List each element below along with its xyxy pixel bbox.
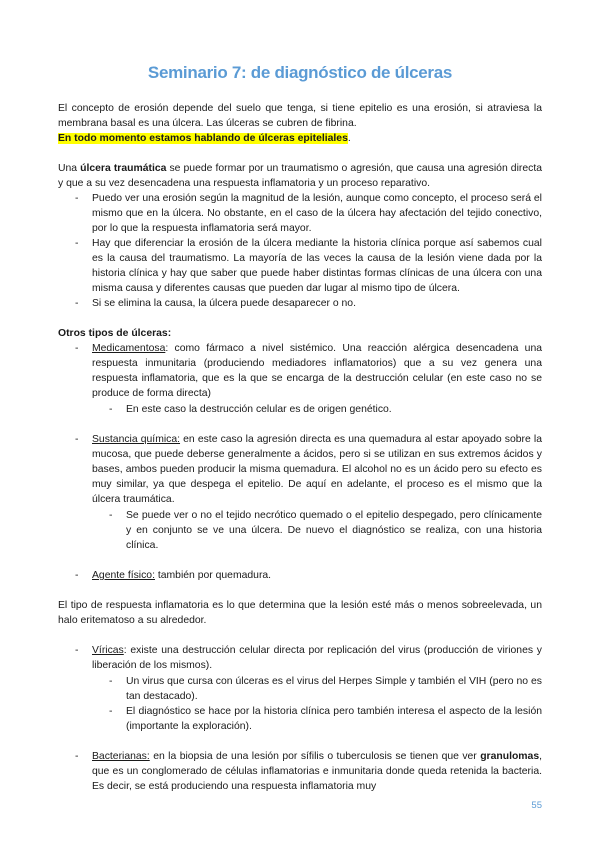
list-item-viricas: - Víricas: existe una destrucción celular directa por replicación del virus (producción de viriones y liberación de los mismos). - Un virus que cursa con úlceras es el virus del Herpes Simple y también el VIH (pero no es tan destacado). - El diagnóstico se hace por la historia clínica pero también interesa el aspecto de la lesión (importante la exploración). <box>58 643 542 734</box>
page-number: 55 <box>531 800 542 811</box>
document-body <box>58 101 542 794</box>
list-item-sustancia-quimica: - Sustancia química: en este caso la agresión directa es una quemadura al estar apoyado sobre la mucosa, que puede deberse generalmente a ácidos, pero si se utilizan en sus extremos ácidos y bases, ambos pueden producir la misma quemadura. El alcohol no es un ácido pero su efecto es muy similar, ya que despega el epitelio. De aquí en adelante, el proceso es el mismo que la úlcera traumática. - Se puede ver o no el tejido necrótico quemado o el epitelio despegado, pero clínicamente y en conjunto se ve una úlcera. De nuevo el diagnóstico se realiza, con una historia clínica. <box>58 432 542 553</box>
sub-list-item: - El diagnóstico se hace por la historia clínica pero también interesa el aspecto de la lesión (importante la exploración). <box>92 704 542 734</box>
other-types-heading: Otros tipos de úlceras: <box>58 328 172 339</box>
sub-list-item: - Se puede ver o no el tejido necrótico quemado o el epitelio despegado, pero clínicamente y en conjunto se ve una úlcera. De nuevo el diagnóstico se realiza, con una historia clínica. <box>92 508 542 553</box>
list-item-bacterianas: - Bacterianas: en la biopsia de una lesión por sífilis o tuberculosis se tienen que ver granulomas, que es un conglomerado de células inflamatorias e inmunitaria donde queda retenida la bacteria. Es decir, se está produciendo una respuesta inflamatoria muy <box>58 749 542 794</box>
traumatic-bullet-list <box>58 191 542 311</box>
list-item: - Hay que diferenciar la erosión de la úlcera mediante la historia clínica porque así sabemos cual es la causa del traumatismo. La mayoría de las veces la causa de la lesión viene dada por la historia clínica y hay que saber que puede haber distintas formas clínicas de una úlcera con una misma causa y diferentes causas que pueden dar lugar al mismo tipo de úlcera. <box>58 236 542 296</box>
traumatic-ulcer-paragraph: Una úlcera traumática se puede formar por un traumatismo o agresión, que causa una agresión directa y que a su vez desencadena una respuesta inflamatoria y un proceso reparativo. <box>58 163 542 189</box>
traumatic-ulcer-term: úlcera traumática <box>80 163 167 174</box>
page-title: Seminario 7: de diagnóstico de úlceras <box>147 63 453 82</box>
other-types-list <box>58 341 542 417</box>
sub-list-item: - En este caso la destrucción celular es de origen genético. <box>92 402 542 417</box>
list-item: - Puedo ver una erosión según la magnitud de la lesión, aunque como concepto, el proceso será el mismo que en la úlcera. No obstante, en el caso de la úlcera hay afectación del tejido conectivo, por lo que la respuesta inflamatoria será mayor. <box>58 191 542 236</box>
sub-list-item: - Un virus que cursa con úlceras es el virus del Herpes Simple y también el VIH (pero no es tan destacado). <box>92 674 542 704</box>
highlight-line: En todo momento estamos hablando de úlceras epiteliales. <box>58 133 351 144</box>
granulomas-term: granulomas <box>480 751 540 762</box>
list-item-medicamentosa: - Medicamentosa: como fármaco a nivel sistémico. Una reacción alérgica desencadena una respuesta inmunitaria (produciendo mediadores inflamatorios) que a su vez genera una respuesta inflamatoria, que es la que se encarga de la destrucción celular (en este caso no se produce de forma directa) - En este caso la destrucción celular es de origen genético. <box>58 341 542 417</box>
response-paragraph: El tipo de respuesta inflamatoria es lo que determina que la lesión esté más o menos sobreelevada, un halo eritematoso a su alrededor. <box>58 600 542 626</box>
highlighted-text: En todo momento estamos hablando de úlceras epiteliales <box>58 133 348 144</box>
list-item-agente-fisico: - Agente físico: también por quemadura. <box>58 568 542 583</box>
list-item: - Si se elimina la causa, la úlcera puede desaparecer o no. <box>58 296 542 311</box>
intro-paragraph: El concepto de erosión depende del suelo que tenga, si tiene epitelio es una erosión, si atraviesa la membrana basal es una úlcera. Las úlceras se cubren de fibrina. <box>58 103 542 129</box>
